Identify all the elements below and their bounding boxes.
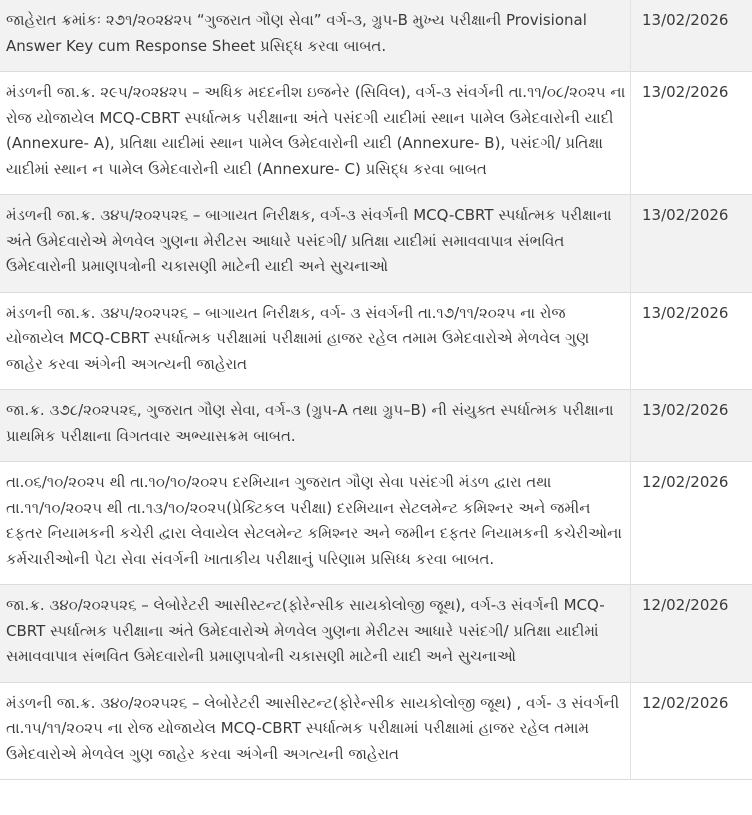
notice-date: 12/02/2026 [642,596,729,614]
notice-title-link[interactable]: જા.ક્ર. ૩૪૦/૨૦૨૫૨૬ – લેબોરેટરી આસીસ્ટન્ટ(ફોરેન્સીક સાયકોલોજી જૂથ), વર્ગ-૩ સંવર્ગની MCQ-CBRT સ્પર્ધાત્મક પરીક્ષાના અંતે ઉમેદવારોએ મેળવેલ ગુણના મેરીટસ આધારે પસંદગી/ પ્રતિક્ષા યાદીમાં સમાવવાપાત્ર સંભવિત ઉમેદવારોની પ્રમાણપત્રોની ચકાસણી માટેની યાદી અને સુચનાઓ [6,596,605,665]
table-row [0,195,752,293]
table-row [0,390,752,462]
notice-title-cell [0,195,631,293]
table-row [0,292,752,390]
notice-date: 13/02/2026 [642,401,729,419]
table-row [0,682,752,780]
notice-title-link[interactable]: મંડળની જા.ક્ર. ૨૯૫/૨૦૨૪૨૫ – અધિક મદદનીશ ઇજનેર (સિવિલ), વર્ગ-૩ સંવર્ગની તા.૧૧/૦૮/૨૦૨૫ ના રોજ યોજાયેલ MCQ-CBRT સ્પર્ધાત્મક પરીક્ષાના અંતે પસંદગી યાદીમાં સ્થાન પામેલ ઉમેદવારોની યાદી (Annexure- A), પ્રતિક્ષા યાદીમાં સ્થાન પામેલ ઉમેદવારોની યાદી (Annexure- B), પસંદગી/ પ્રતિક્ષા યાદીમાં સ્થાન ન પામેલ ઉમેદવારોની યાદી (Annexure- C) પ્રસિદ્ધ કરવા બાબત [6,83,626,178]
notice-title-cell [0,462,631,585]
notice-title-cell [0,292,631,390]
notice-title-cell [0,390,631,462]
notice-title-link[interactable]: મંડળની જા.ક્ર. ૩૪૫/૨૦૨૫૨૬ – બાગાયત નિરીક્ષક, વર્ગ-૩ સંવર્ગની MCQ-CBRT સ્પર્ધાત્મક પરીક્ષાના અંતે ઉમેદવારોએ મેળવેલ ગુણના મેરીટસ આધારે પસંદગી/ પ્રતિક્ષા યાદીમાં સમાવવાપાત્ર સંભવિત ઉમેદવારોની પ્રમાણપત્રોની ચકાસણી માટેની યાદી અને સુચનાઓ [6,206,612,275]
notice-date: 12/02/2026 [642,473,729,491]
notice-title-link[interactable]: જાહેરાત ક્રમાંકઃ ૨૭૧/૨૦૨૪૨૫ “ગુજરાત ગૌણ સેવા” વર્ગ-૩, ગ્રુપ-B મુખ્ય પરીક્ષાની Provisional Answer Key cum Response Sheet પ્રસિદ્ધ કરવા બાબત. [6,11,587,55]
notice-date: 13/02/2026 [642,303,729,322]
notice-title-cell [0,72,631,195]
notice-title-cell [0,585,631,683]
notice-title-link[interactable]: તા.૦૬/૧૦/૨૦૨૫ થી તા.૧૦/૧૦/૨૦૨૫ દરમિયાન ગુજરાત ગૌણ સેવા પસંદગી મંડળ દ્વારા તથા તા.૧૧/૧૦/૨૦૨૫ થી તા.૧૩/૧૦/૨૦૨૫(પ્રેક્ટિકલ પરીક્ષા) દરમિયાન સેટલમેન્ટ કમિશ્નર અને જમીન દફતર નિયામકની કચેરી દ્વારા લેવાયેલ સેટલમેન્ટ કમિશ્નર અને જમીન દફતર નિયામકની કચેરીઓના કર્મચારીઓની પેટા સેવા સંવર્ગની ખાતાકીય પરીક્ષાનું પરિણામ પ્રસિધ્ધ કરવા બાબત. [6,473,622,568]
notice-date: 13/02/2026 [642,206,729,224]
notice-title-cell [0,682,631,780]
notice-date: 13/02/2026 [642,83,729,101]
table-row [0,585,752,683]
table-row [0,0,752,72]
notice-title-link[interactable]: મંડળની જા.ક્ર. ૩૪૦/૨૦૨૫૨૬ – લેબોરેટરી આસીસ્ટન્ટ(ફોરેન્સીક સાયકોલોજી જૂથ) , વર્ગ- ૩ સંવર્ગની તા.૧૫/૧૧/૨૦૨૫ ના રોજ યોજાયેલ MCQ-CBRT સ્પર્ધાત્મક પરીક્ષામાં પરીક્ષામાં હાજર રહેલ તમામ ઉમેદવારોએ મેળવેલ ગુણ જાહેર કરવા અંગેની અગત્યની જાહેરાત [6,693,620,763]
notice-title-cell [0,0,631,72]
table-row [0,462,752,585]
notice-date: 13/02/2026 [642,11,729,29]
notice-date: 12/02/2026 [642,693,729,712]
notice-title-link[interactable]: મંડળની જા.ક્ર. ૩૪૫/૨૦૨૫૨૬ – બાગાયત નિરીક્ષક, વર્ગ- ૩ સંવર્ગની તા.૧૭/૧૧/૨૦૨૫ ના રોજ યોજાયેલ MCQ-CBRT સ્પર્ધાત્મક પરીક્ષામાં પરીક્ષામાં હાજર રહેલ તમામ ઉમેદવારોએ મેળવેલ ગુણ જાહેર કરવા અંગેની અગત્યની જાહેરાત [6,303,590,373]
notice-title-link[interactable]: જા.ક્ર. ૩૭૮/૨૦૨૫૨૬, ગુજરાત ગૌણ સેવા, વર્ગ-૩ (ગ્રુપ-A તથા ગ્રુપ–B) ની સંયુક્ત સ્પર્ધાત્મક પરીક્ષાના પ્રાથમિક પરીક્ષાના વિગતવાર અભ્યાસક્રમ બાબત. [6,401,614,445]
table-row [0,72,752,195]
